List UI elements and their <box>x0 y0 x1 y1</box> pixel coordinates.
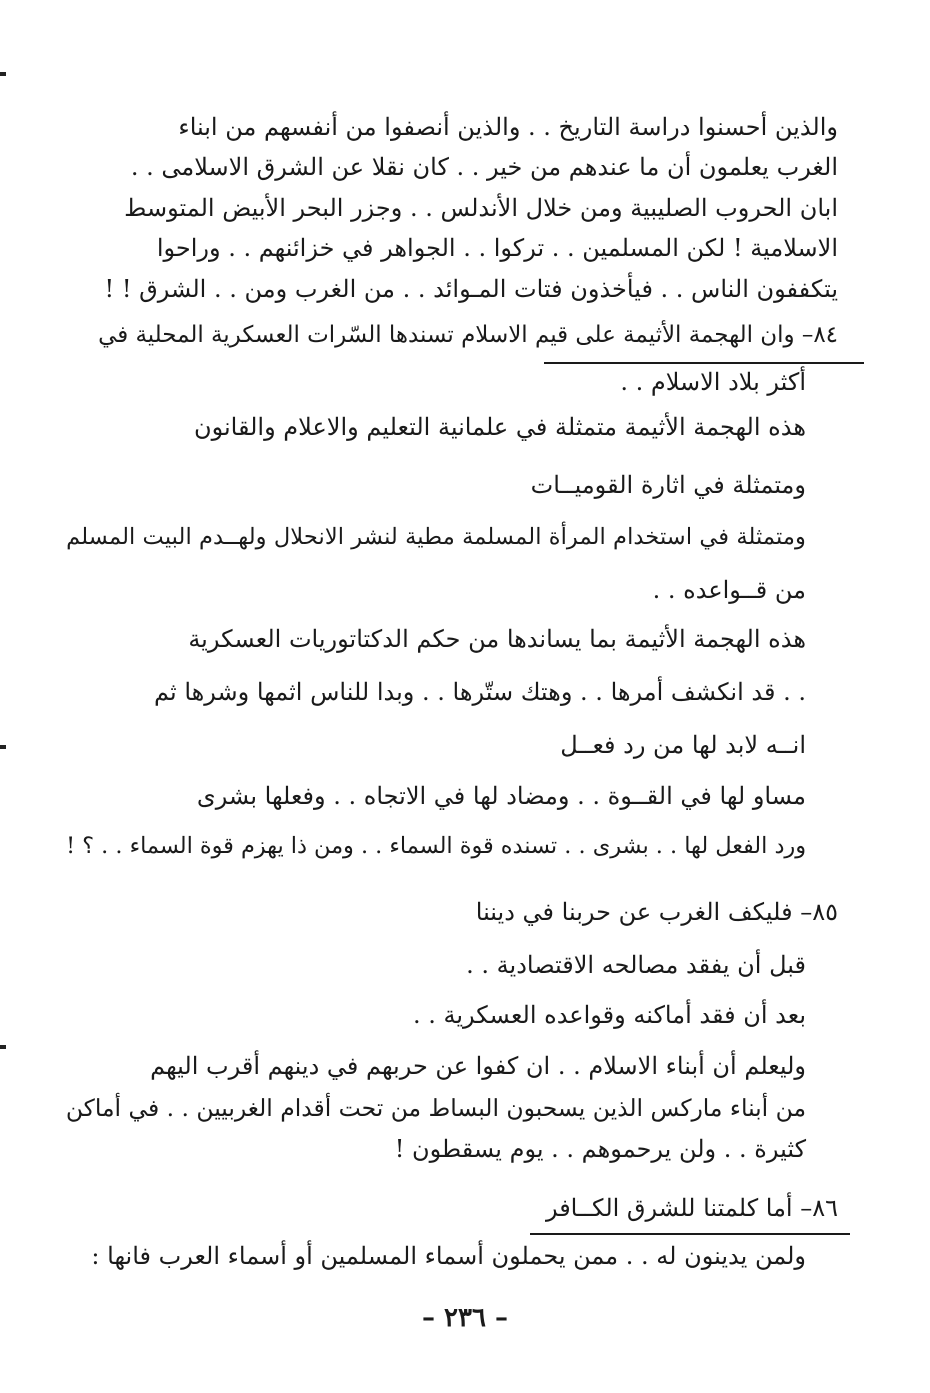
scan-mark <box>0 1045 6 1049</box>
text-line: الغرب يعلمون أن ما عندهم من خير . . كان نقلا عن الشرق الاسلامى . . <box>130 153 838 181</box>
text-line: يتكففون الناس . . فيأخذون فتات المـوائد . . من الغرب ومن . . الشرق ! ! <box>104 275 838 303</box>
heading-underline <box>544 362 864 364</box>
text-line: هذه الهجمة الأثيمة متمثلة في علمانية التعليم والاعلام والقانون <box>193 413 806 441</box>
text-line: ومتمثلة في استخدام المرأة المسلمة مطية لنشر الانحلال ولهــدم البيت المسلم <box>66 524 806 550</box>
section-heading-85: ٨٥– فليكف الغرب عن حربنا في ديننا <box>475 898 838 926</box>
scan-mark <box>0 72 6 76</box>
text-line: . . قد انكشف أمرها . . وهتك ستّرها . . وبدا للناس اثمها وشرها ثم <box>154 678 806 706</box>
scan-mark <box>0 745 6 749</box>
text-line: والذين أحسنوا دراسة التاريخ . . والذين أنصفوا من أنفسهم من ابناء <box>178 113 838 141</box>
text-line: أكثر بلاد الاسلام . . <box>620 368 806 396</box>
text-line: قبل أن يفقد مصالحه الاقتصادية . . <box>466 951 806 979</box>
section-heading-84: ٨٤– وان الهجمة الأثيمة على قيم الاسلام تسندها السّرات العسكرية المحلية في <box>98 322 838 348</box>
text-line: هذه الهجمة الأثيمة بما يساندها من حكم الدكتاتوريات العسكرية <box>188 625 806 653</box>
heading-underline <box>530 1233 850 1235</box>
text-line: انــه لابد لها من رد فعــل <box>560 731 806 759</box>
text-line: ولمن يدينون له . . ممن يحملون أسماء المسلمين أو أسماء العرب فانها : <box>91 1242 806 1270</box>
text-line: بعد أن فقد أماكنه وقواعده العسكرية . . <box>412 1001 806 1029</box>
text-line: وليعلم أن أبناء الاسلام . . ان كفوا عن حربهم في دينهم أقرب اليهم <box>150 1052 806 1080</box>
text-line: كثيرة . . ولن يرحموهم . . يوم يسقطون ! <box>394 1135 806 1163</box>
text-line: الاسلامية ! لكن المسلمين . . تركوا . . الجواهر في خزائنهم . . وراحوا <box>156 234 838 262</box>
text-line: من قــواعده . . <box>652 576 806 604</box>
text-line: ومتمثلة في اثارة القوميــات <box>530 471 806 499</box>
text-line: ورد الفعل لها . . بشرى . . تسنده قوة السماء . . ومن ذا يهزم قوة السماء . . ؟ ! <box>66 833 806 859</box>
text-line: مساو لها في القــوة . . ومضاد لها في الاتجاه . . وفعلها بشرى <box>196 782 806 810</box>
text-line: من أبناء ماركس الذين يسحبون البساط من تحت أقدام الغربيين . . في أماكن <box>65 1094 806 1122</box>
text-line: ابان الحروب الصليبية ومن خلال الأندلس . . وجزر البحر الأبيض المتوسط <box>124 194 838 222</box>
page-number: – ٢٣٦ – <box>421 1303 509 1333</box>
section-heading-86: ٨٦– أما كلمتنا للشرق الكــافر <box>545 1194 838 1222</box>
